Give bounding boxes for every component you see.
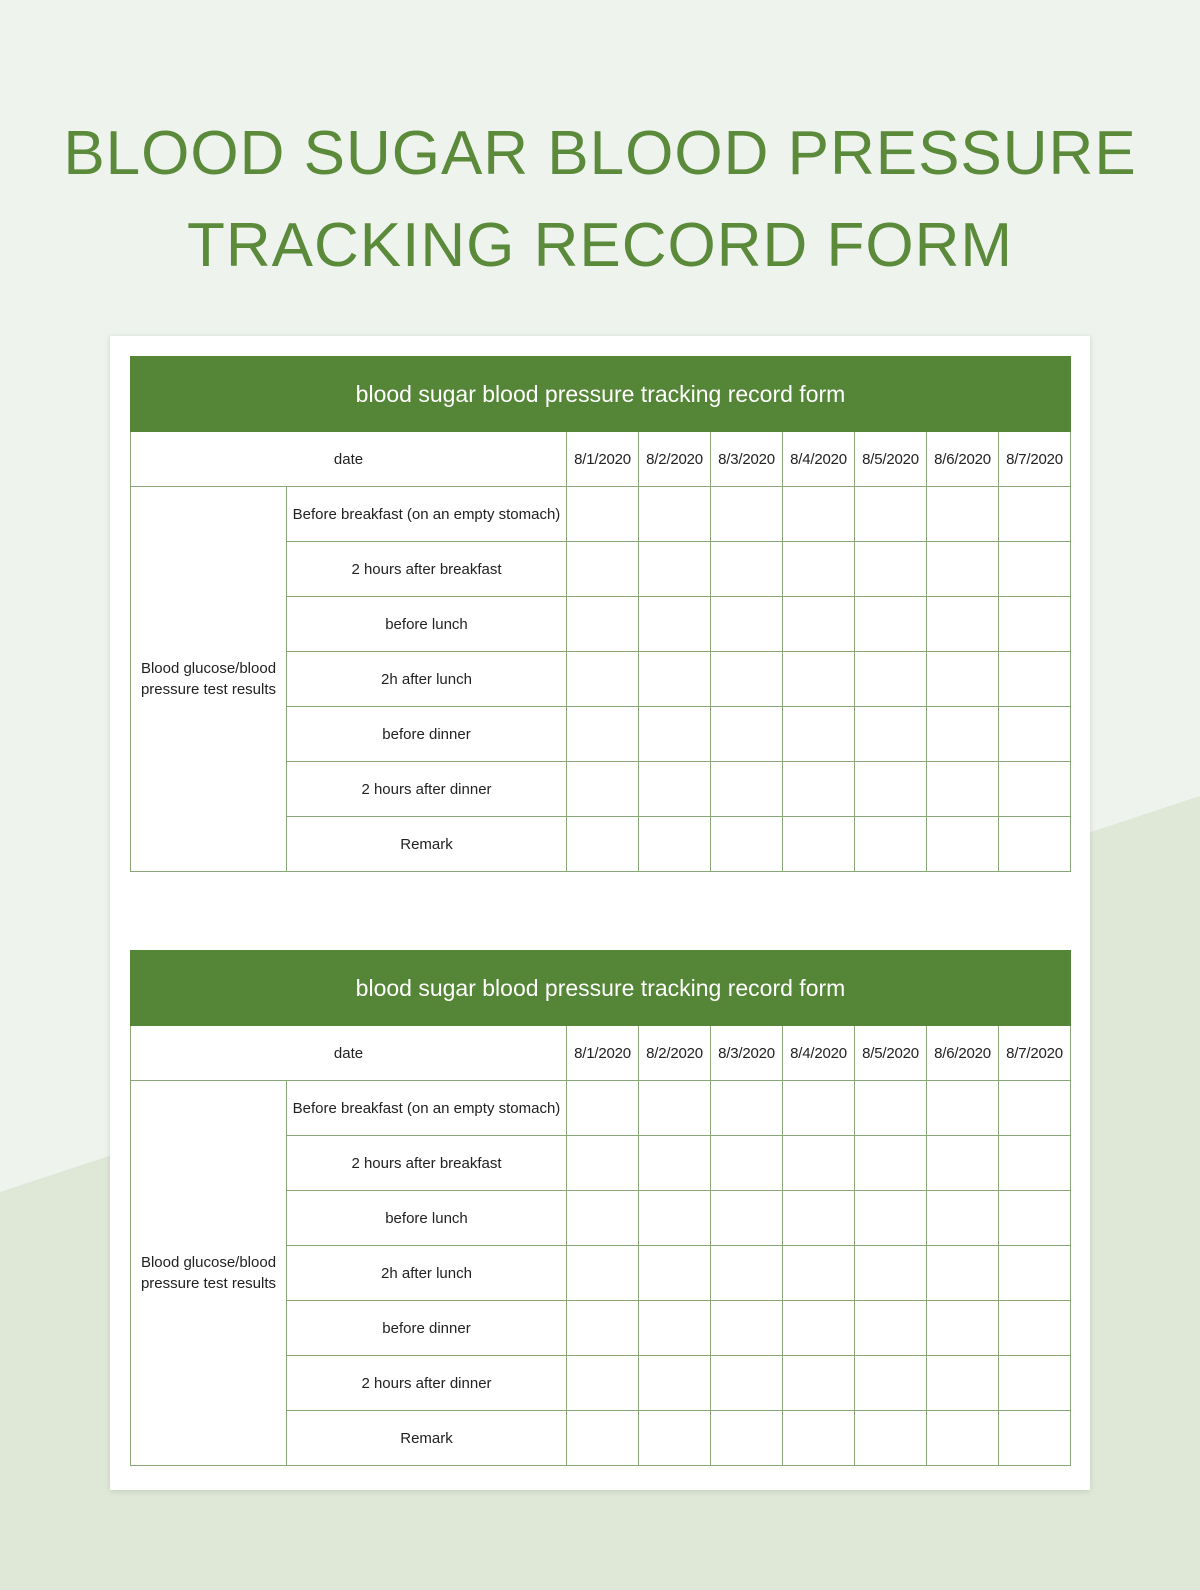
entry-cell[interactable] — [783, 1411, 855, 1466]
entry-cell[interactable] — [999, 817, 1071, 872]
group-label: Blood glucose/blood pressure test results — [131, 487, 287, 872]
entry-cell[interactable] — [567, 487, 639, 542]
record-table-2 — [130, 950, 1071, 1466]
entry-cell[interactable] — [639, 1136, 711, 1191]
entry-cell[interactable] — [999, 487, 1071, 542]
date-header: 8/2/2020 — [639, 1026, 711, 1081]
entry-cell[interactable] — [999, 1136, 1071, 1191]
row-label: before lunch — [287, 597, 567, 652]
page-title-line-1: BLOOD SUGAR BLOOD PRESSURE — [63, 119, 1137, 188]
date-header: 8/6/2020 — [927, 432, 999, 487]
entry-cell[interactable] — [711, 1191, 783, 1246]
date-row — [131, 432, 1071, 487]
entry-cell[interactable] — [639, 1081, 711, 1136]
row-label: 2 hours after dinner — [287, 1356, 567, 1411]
entry-cell[interactable] — [999, 762, 1071, 817]
table-row — [131, 487, 1071, 542]
entry-cell[interactable] — [567, 1081, 639, 1136]
entry-cell[interactable] — [855, 487, 927, 542]
entry-cell[interactable] — [639, 487, 711, 542]
entry-cell[interactable] — [927, 542, 999, 597]
entry-cell[interactable] — [927, 1411, 999, 1466]
entry-cell[interactable] — [927, 652, 999, 707]
date-row — [131, 1026, 1071, 1081]
entry-cell[interactable] — [999, 707, 1071, 762]
entry-cell[interactable] — [855, 542, 927, 597]
entry-cell[interactable] — [783, 762, 855, 817]
entry-cell[interactable] — [783, 817, 855, 872]
entry-cell[interactable] — [783, 1356, 855, 1411]
entry-cell[interactable] — [711, 1356, 783, 1411]
row-label: Remark — [287, 1411, 567, 1466]
entry-cell[interactable] — [783, 707, 855, 762]
entry-cell[interactable] — [999, 1411, 1071, 1466]
entry-cell[interactable] — [855, 1246, 927, 1301]
date-header: 8/3/2020 — [711, 1026, 783, 1081]
entry-cell[interactable] — [855, 1136, 927, 1191]
date-header: 8/4/2020 — [783, 432, 855, 487]
record-table-1 — [130, 356, 1071, 872]
entry-cell[interactable] — [639, 1301, 711, 1356]
entry-cell[interactable] — [567, 1136, 639, 1191]
entry-cell[interactable] — [927, 817, 999, 872]
entry-cell[interactable] — [927, 762, 999, 817]
entry-cell[interactable] — [927, 1136, 999, 1191]
entry-cell[interactable] — [783, 1136, 855, 1191]
entry-cell[interactable] — [567, 1246, 639, 1301]
row-label: Remark — [287, 817, 567, 872]
entry-cell[interactable] — [567, 1356, 639, 1411]
entry-cell[interactable] — [711, 542, 783, 597]
date-header: 8/3/2020 — [711, 432, 783, 487]
entry-cell[interactable] — [999, 1081, 1071, 1136]
entry-cell[interactable] — [639, 1356, 711, 1411]
entry-cell[interactable] — [927, 597, 999, 652]
table-row — [131, 1081, 1071, 1136]
entry-cell[interactable] — [567, 707, 639, 762]
form-sheet — [110, 336, 1090, 1490]
entry-cell[interactable] — [783, 1246, 855, 1301]
date-header: 8/2/2020 — [639, 432, 711, 487]
entry-cell[interactable] — [711, 597, 783, 652]
entry-cell[interactable] — [927, 1081, 999, 1136]
entry-cell[interactable] — [783, 1081, 855, 1136]
entry-cell[interactable] — [783, 1191, 855, 1246]
page-title-line-2: TRACKING RECORD FORM — [187, 211, 1013, 280]
entry-cell[interactable] — [639, 1191, 711, 1246]
entry-cell[interactable] — [639, 817, 711, 872]
entry-cell[interactable] — [999, 1301, 1071, 1356]
row-label: 2 hours after breakfast — [287, 1136, 567, 1191]
entry-cell[interactable] — [639, 762, 711, 817]
entry-cell[interactable] — [855, 1081, 927, 1136]
entry-cell[interactable] — [639, 542, 711, 597]
entry-cell[interactable] — [999, 1246, 1071, 1301]
entry-cell[interactable] — [999, 597, 1071, 652]
entry-cell[interactable] — [999, 1191, 1071, 1246]
date-header: 8/5/2020 — [855, 432, 927, 487]
entry-cell[interactable] — [927, 707, 999, 762]
row-label: Before breakfast (on an empty stomach) — [287, 1081, 567, 1136]
entry-cell[interactable] — [783, 487, 855, 542]
entry-cell[interactable] — [567, 1191, 639, 1246]
entry-cell[interactable] — [783, 1301, 855, 1356]
entry-cell[interactable] — [927, 487, 999, 542]
entry-cell[interactable] — [711, 762, 783, 817]
entry-cell[interactable] — [711, 1246, 783, 1301]
date-label: date — [131, 432, 567, 487]
entry-cell[interactable] — [783, 542, 855, 597]
form-banner: blood sugar blood pressure tracking record form — [131, 357, 1071, 432]
entry-cell[interactable] — [855, 1356, 927, 1411]
entry-cell[interactable] — [567, 762, 639, 817]
entry-cell[interactable] — [855, 1411, 927, 1466]
date-header: 8/5/2020 — [855, 1026, 927, 1081]
form-banner: blood sugar blood pressure tracking record form — [131, 951, 1071, 1026]
row-label: before dinner — [287, 707, 567, 762]
record-form-2 — [130, 950, 1070, 1466]
date-header: 8/7/2020 — [999, 432, 1071, 487]
entry-cell[interactable] — [567, 1411, 639, 1466]
date-header: 8/1/2020 — [567, 1026, 639, 1081]
row-label: before dinner — [287, 1301, 567, 1356]
entry-cell[interactable] — [711, 707, 783, 762]
entry-cell[interactable] — [711, 1301, 783, 1356]
entry-cell[interactable] — [927, 1246, 999, 1301]
row-label: Before breakfast (on an empty stomach) — [287, 487, 567, 542]
entry-cell[interactable] — [711, 1136, 783, 1191]
group-label: Blood glucose/blood pressure test results — [131, 1081, 287, 1466]
entry-cell[interactable] — [927, 1356, 999, 1411]
row-label: 2 hours after dinner — [287, 762, 567, 817]
entry-cell[interactable] — [711, 817, 783, 872]
entry-cell[interactable] — [855, 1191, 927, 1246]
date-header: 8/4/2020 — [783, 1026, 855, 1081]
entry-cell[interactable] — [639, 597, 711, 652]
entry-cell[interactable] — [567, 597, 639, 652]
date-header: 8/7/2020 — [999, 1026, 1071, 1081]
entry-cell[interactable] — [711, 1411, 783, 1466]
entry-cell[interactable] — [783, 597, 855, 652]
entry-cell[interactable] — [927, 1191, 999, 1246]
entry-cell[interactable] — [927, 1301, 999, 1356]
entry-cell[interactable] — [855, 762, 927, 817]
entry-cell[interactable] — [999, 1356, 1071, 1411]
record-form-1 — [130, 356, 1070, 872]
entry-cell[interactable] — [711, 487, 783, 542]
date-header: 8/6/2020 — [927, 1026, 999, 1081]
row-label: before lunch — [287, 1191, 567, 1246]
entry-cell[interactable] — [999, 542, 1071, 597]
entry-cell[interactable] — [855, 817, 927, 872]
entry-cell[interactable] — [567, 1301, 639, 1356]
entry-cell[interactable] — [711, 1081, 783, 1136]
row-label: 2 hours after breakfast — [287, 542, 567, 597]
entry-cell[interactable] — [639, 1411, 711, 1466]
entry-cell[interactable] — [567, 542, 639, 597]
entry-cell[interactable] — [567, 652, 639, 707]
entry-cell[interactable] — [711, 652, 783, 707]
row-label: 2h after lunch — [287, 652, 567, 707]
date-label: date — [131, 1026, 567, 1081]
entry-cell[interactable] — [639, 707, 711, 762]
date-header: 8/1/2020 — [567, 432, 639, 487]
entry-cell[interactable] — [639, 1246, 711, 1301]
page-title — [0, 108, 1200, 292]
entry-cell[interactable] — [783, 652, 855, 707]
row-label: 2h after lunch — [287, 1246, 567, 1301]
entry-cell[interactable] — [855, 597, 927, 652]
entry-cell[interactable] — [639, 652, 711, 707]
entry-cell[interactable] — [999, 652, 1071, 707]
entry-cell[interactable] — [567, 817, 639, 872]
entry-cell[interactable] — [855, 1301, 927, 1356]
entry-cell[interactable] — [855, 652, 927, 707]
entry-cell[interactable] — [855, 707, 927, 762]
